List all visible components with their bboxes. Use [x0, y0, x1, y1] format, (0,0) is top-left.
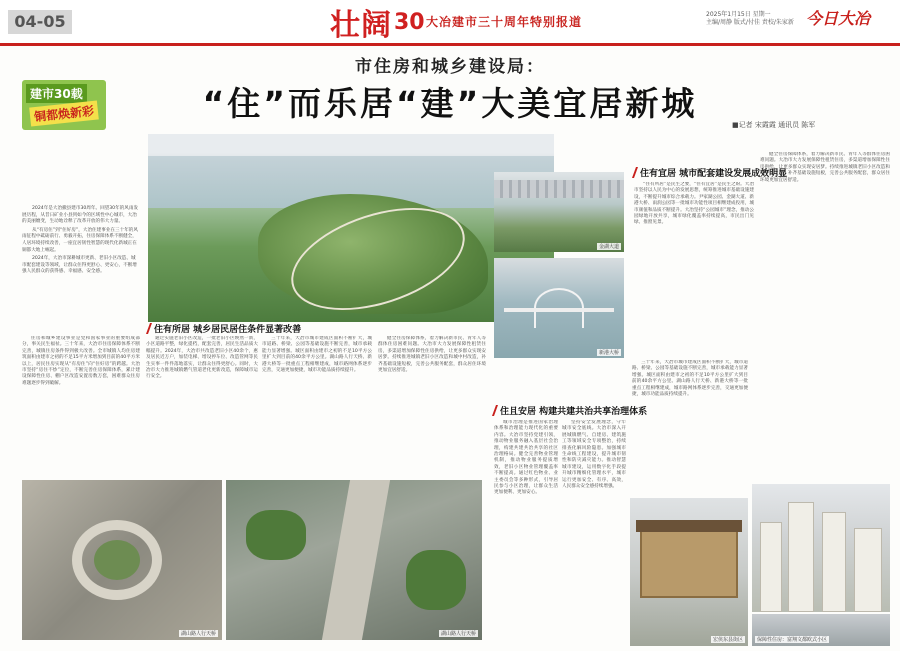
- photo-caption: 保障性住房：富翔文都欧式小区: [757, 637, 828, 643]
- section-title: 住有宜居 城市配套建设发展成效明显: [640, 169, 788, 179]
- lead-paragraph: 2024年，大冶市深耕城市更新、老旧小区改造、城市配套建设等领域，让群众住得更舒心、更安心，不断增强人民群众的获得感、幸福感、安全感。: [22, 256, 137, 275]
- lead-paragraph: 2024年是大冶撤县建市30周年。回望30年的风雨发展历程，从昔日矿业小县到如今的区域性中心城市，大冶的美丽嬗变，生动地诠释了改革开放的伟大力量。: [22, 206, 139, 225]
- page-number: 04-05: [8, 10, 72, 34]
- gate-building: [640, 528, 738, 598]
- section-mark-icon: [632, 167, 638, 178]
- avenue-photo: [494, 172, 624, 252]
- housing-photo: [752, 484, 890, 612]
- page-header: [0, 0, 900, 46]
- text-column: [22, 336, 140, 474]
- issue-date: 2025年1月15日 星期一: [706, 11, 771, 18]
- text-column: [760, 152, 890, 482]
- lead-paragraph: 从“有房住”到“住好房”，大冶住建事业在三十年的风雨征程中砥砺前行、勇毅开拓，住房保障体系不断健全，人居环境持续改善，一座宜居韧性智慧的现代化新城正在铜都大地上崛起。: [22, 227, 138, 253]
- photo-caption: 宏侠东县街区: [712, 637, 743, 643]
- anniversary-logo: [330, 2, 425, 42]
- banner-line-2: 铜都焕新彩: [29, 100, 99, 126]
- bridge-deck: [504, 308, 614, 312]
- section-title: 住有所居 城乡居民居住条件显著改善: [154, 325, 302, 335]
- gate-roof: [636, 520, 742, 532]
- road: [322, 480, 390, 640]
- body-text: 三十年来，大冶市城市建成区面积不断扩大，城市道路、桥梁、公园等基础设施不断完善，城市承载能力显著增强。城区面积由建市之初的不足10平方公里扩大到目前的40余平方公里。湖山路人行天桥、新港大桥等一批重点工程相继建成，城市路网体系逐步完善，交通更加便捷，城市功能品质持续提升。: [632, 360, 748, 398]
- body-text: 城市治理是推进国家治理体系和治理能力现代化的重要内容。大冶市坚持党建引领，推动物业服务融入基层社会治理，构建共建共治共享的社区治理格局。健全完善物业管理机制，推动物业服务提质增效，老旧小区物业管理覆盖率不断提高。通过红色物业、业主委员会等多种形式，引导居民参与小区治理，让群众生活更加便利、更加安心。: [494, 420, 558, 496]
- article-kicker: 市住房和城乡建设局：: [355, 57, 545, 77]
- text-column: [632, 360, 748, 494]
- section-heading-1: [148, 322, 301, 335]
- text-column: [146, 336, 258, 474]
- photo-caption: 新港大桥: [598, 350, 619, 356]
- overpass-photo: [22, 480, 222, 640]
- text-column: [494, 420, 558, 646]
- sidebar-lead: [22, 206, 140, 276]
- body-text: 健全住房保障体系，着力解决新市民、青年人等群体住房困难问题。大冶市大力发展保障性租赁住房，多渠道增加保障性住房供给，让更多群众实现安居梦。持续推进城镇老旧小区改造和城中村改造，补齐基础设施短板，完善公共服务配套，群众居住环境更加宜居舒适。: [760, 152, 890, 183]
- anniversary-banner: [22, 80, 106, 130]
- text-column: [378, 336, 486, 474]
- section-mark-icon: [492, 405, 498, 416]
- apartment-tower: [788, 502, 814, 612]
- body-text: 住房和城乡建设事业是党和国家事业的重要组成部分，事关民生福祉。三十年来，大冶市住房保障体系不断完善，城镇住房条件得到极大改善。全市城镇人均住房建筑面积由建市之初的不足15平方米增加到目前的40平方米以上，居民住房实现从“有房住”向“住好房”的跨越。大冶市坚持“房住不炒”定位，不断完善住房保障体系，累计建设保障性住房、棚户区改造安置房数万套，困难群众住房难题逐步得到破解。: [22, 336, 140, 386]
- body-text: “住有所居”是民生之要，“住有宜居”是民生之盼。大冶市坚持以人民为中心的发展思想，统筹推进城市基础设施建设，不断提升城市综合承载力。尹家湖公园、金湖大道、新港大桥、雨润公园等一批城市功能性项目相继建成投用，城市颜值和品质不断提升。大冶坚持“公园城市”理念，推动公园绿地开放共享，城市绿化覆盖率持续提高，市民出门见绿、推窗见景。: [634, 182, 754, 226]
- article-byline: ■记者 宋霞霞 通讯员 陈军: [732, 121, 816, 129]
- paper-logo: 今日大冶: [806, 9, 871, 28]
- issue-info: [706, 11, 794, 27]
- apartment-tower: [760, 522, 782, 612]
- roundabout-green: [94, 540, 140, 580]
- body-text: 三十年来，大冶市城市建成区面积不断扩大，城市道路、桥梁、公园等基础设施不断完善，城市承载能力显著增强。城区面积由建市之初的不足10平方公里扩大到目前的40余平方公里。湖山路人行天桥、新港大桥等一批重点工程相继建成，城市路网体系逐步完善，交通更加便捷，城市功能品质持续提升。: [262, 336, 372, 374]
- street-photo: [226, 480, 482, 640]
- apartment-tower: [822, 512, 846, 612]
- housing-photo-base: [752, 614, 890, 646]
- tree-cluster: [246, 510, 306, 560]
- photo-caption: 湖山路人行天桥: [180, 631, 216, 637]
- brand-subtitle: 大冶建市三十周年特别报道: [426, 15, 583, 29]
- body-text: 通过实施老旧小区改造，一批老旧小区焕然一新，小区道路平整，绿化提档，配套完善，居民生活品质大幅提升。2024年，大冶市共改造老旧小区40余个，惠及居民近万户，加装电梯、增设停车位、改造管网等民生实事一件件落地落实，让群众住得更舒心。同时，大冶市大力推进城镇燃气管道老化更新改造，保障城市运行安全。: [146, 336, 258, 380]
- district-gate-photo: [630, 498, 748, 646]
- section-mark-icon: [146, 323, 152, 334]
- skyline: [494, 180, 624, 198]
- brand-number: 30: [394, 9, 425, 35]
- text-column: [262, 336, 372, 474]
- apartment-tower: [854, 528, 882, 612]
- body-text: 坚持安全发展理念，守牢城市安全底线。大冶市深入开展城镇燃气、自建房、建筑施工等领域安全专项整治，持续排查化解风险隐患。加强城市生命线工程建设，提升城市韧性和防灾减灾能力。推动智慧城市建设，运用数字化手段提升城市精细化管理水平，城市运行更加安全、有序、高效，人民群众安全感持续增强。: [562, 420, 626, 490]
- body-text: 健全住房保障体系，着力解决新市民、青年人等群体住房困难问题。大冶市大力发展保障性租赁住房，多渠道增加保障性住房供给，让更多群众实现安居梦。持续推进城镇老旧小区改造和城中村改造，补齐基础设施短板，完善公共服务配套，群众居住环境更加宜居舒适。: [378, 336, 486, 374]
- section-heading-3: [494, 404, 647, 417]
- tree-cluster: [406, 550, 466, 610]
- section-title: 住且安居 构建共建共治共享治理体系: [500, 407, 648, 417]
- photo-caption: 金湖大道: [598, 244, 619, 250]
- banner-line-1: 建市30载: [26, 84, 87, 103]
- article-title: “住”而乐居“建”大美宜居新城: [202, 84, 698, 123]
- brand-text: 壮阔: [330, 8, 392, 43]
- bridge-photo: [494, 258, 624, 358]
- issue-editors: 主编/周静 版式/付佳 责校/朱家新: [706, 19, 794, 26]
- text-column: [562, 420, 626, 646]
- photo-caption: 湖山路人行天桥: [440, 631, 476, 637]
